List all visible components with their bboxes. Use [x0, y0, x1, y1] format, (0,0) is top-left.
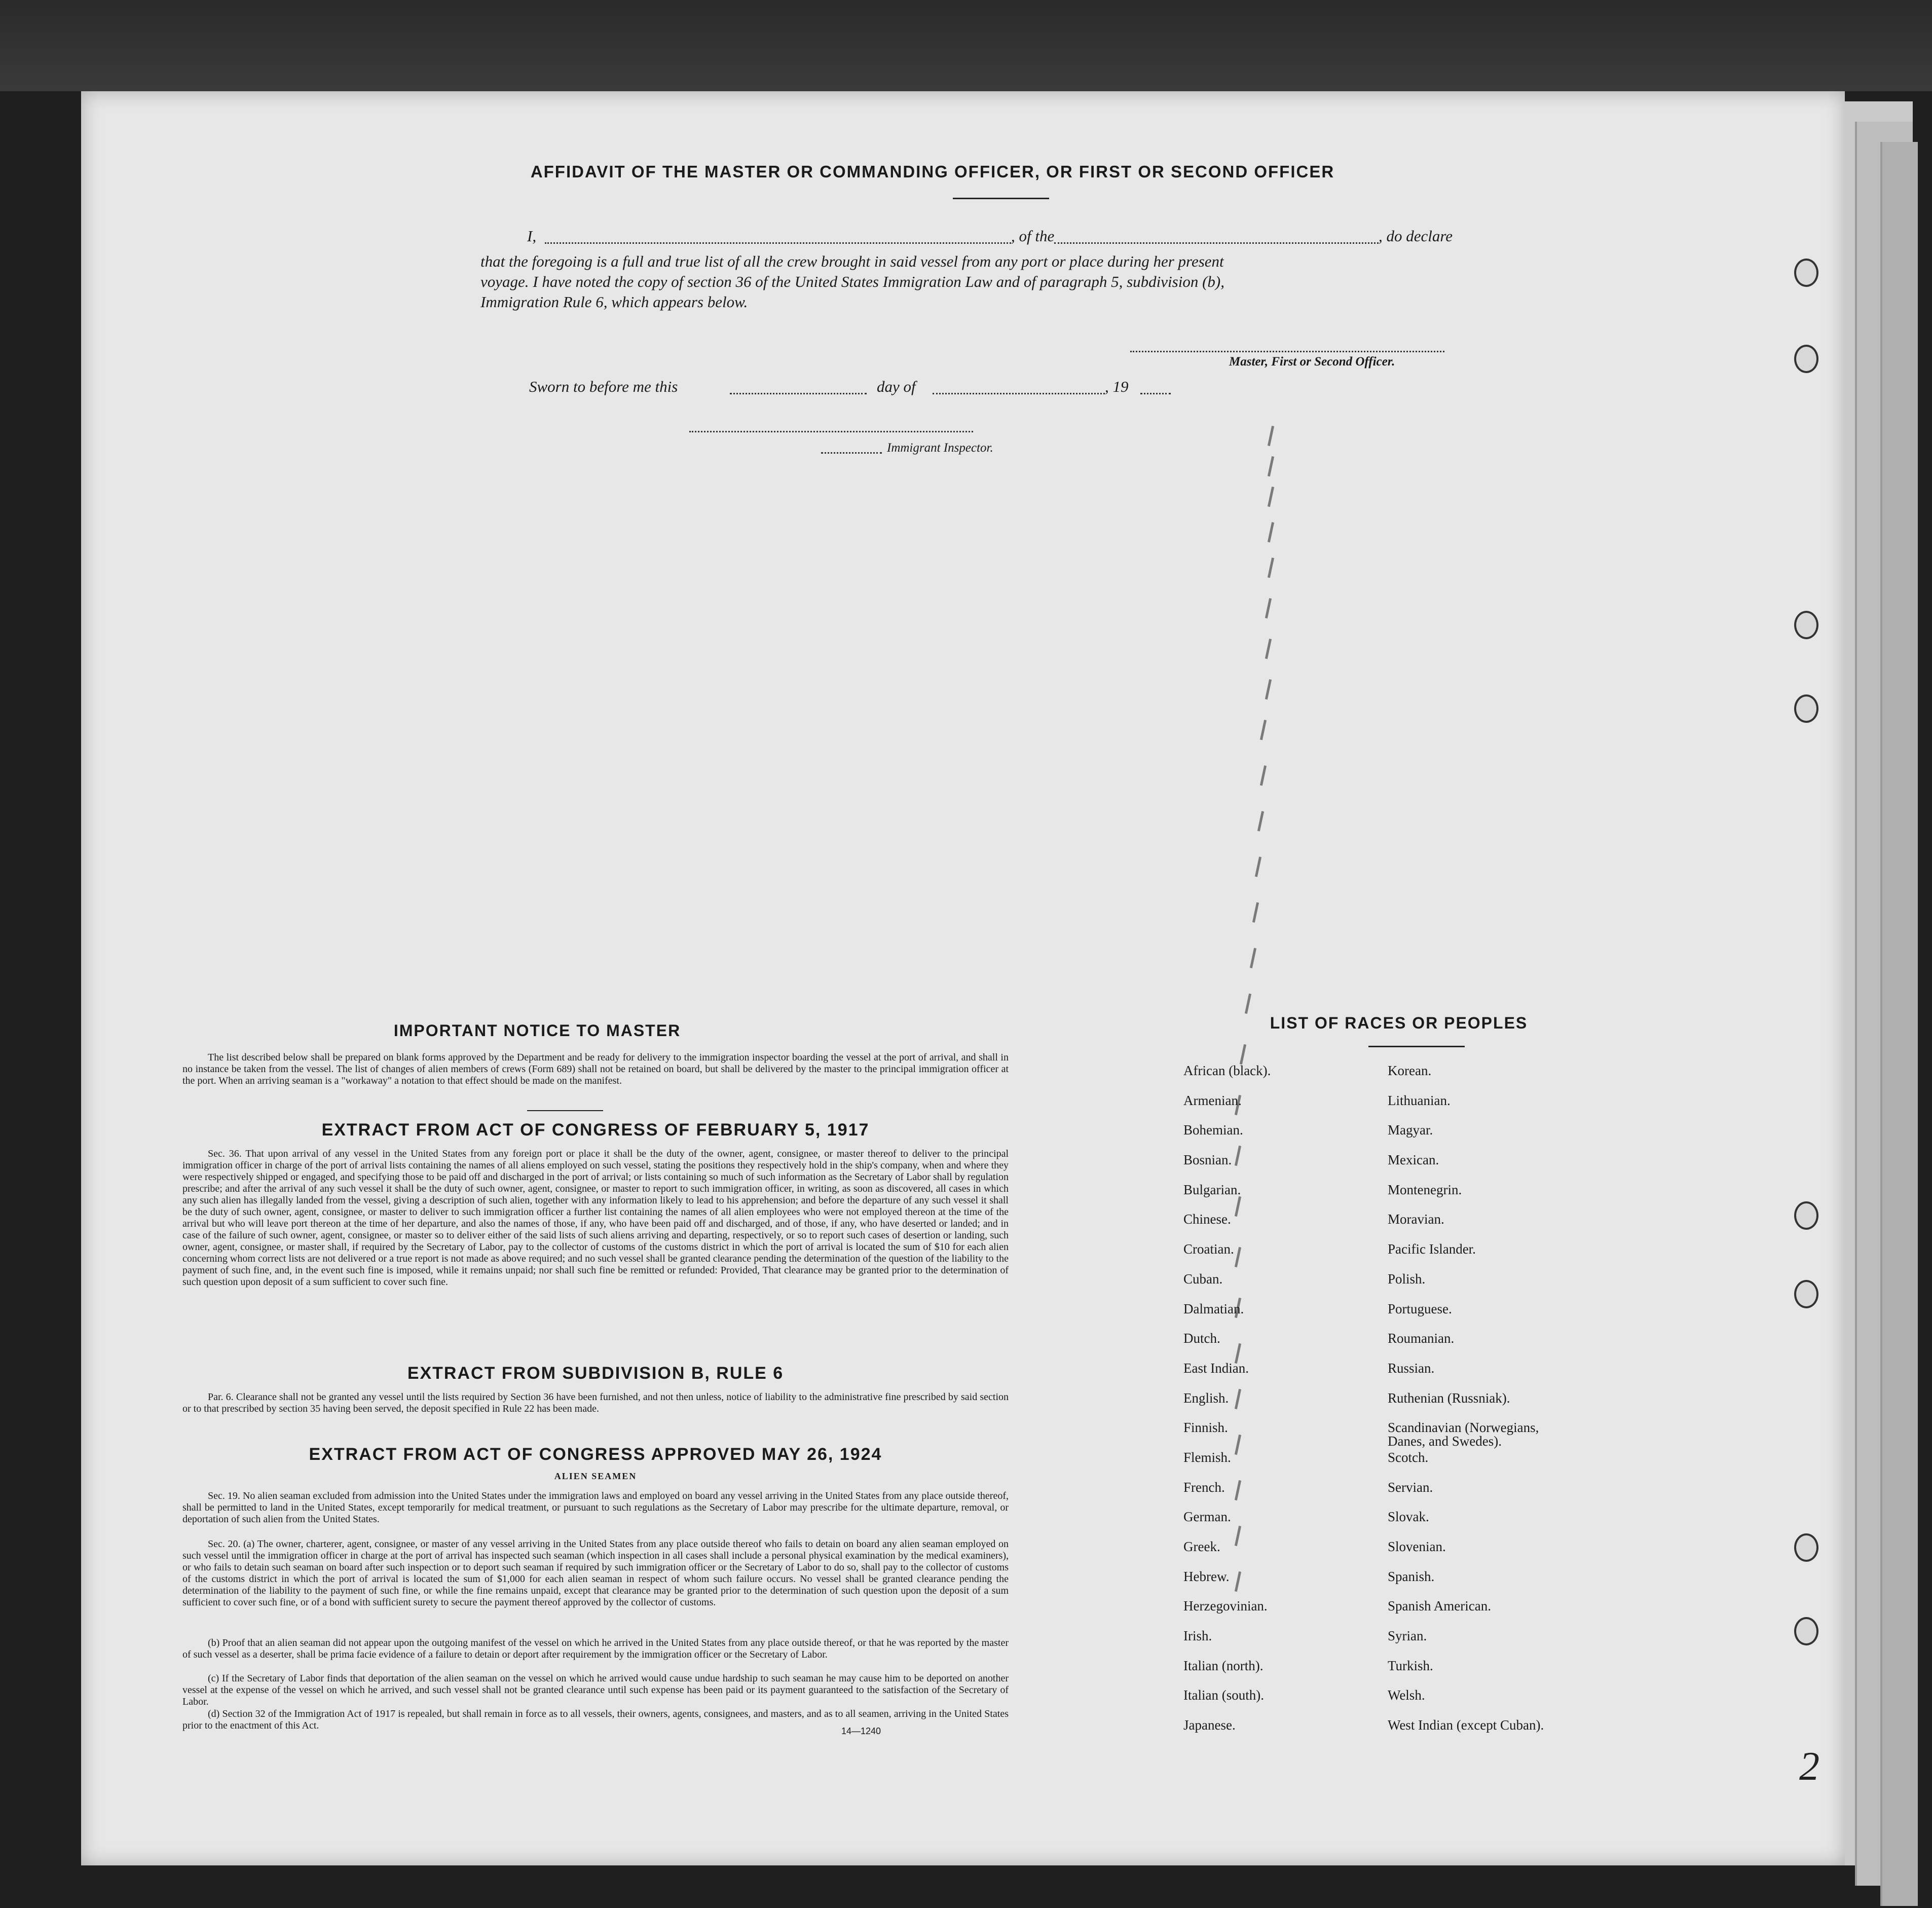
race-item: Scandinavian (Norwegians, Danes, and Swedes).: [1388, 1420, 1539, 1449]
race-item: East Indian.: [1183, 1360, 1249, 1376]
race-item: Bulgarian.: [1183, 1182, 1241, 1197]
affidavit-of-the: , of the: [1011, 227, 1055, 245]
race-item: Russian.: [1388, 1360, 1435, 1376]
handwritten-tick: [1250, 948, 1256, 968]
extract-1917-text: Sec. 36. That upon arrival of any vessel in the United States from any foreign port or place it shall be the duty of the owner, agent, consignee, or master thereof to deliver to the principal immigration officer in charge of the port of arrival lists containing the names of all aliens employed on such vessel, stating the positions they respectively hold in the ship's company, when and where they were respectively shipped or engaged, and specifying those to be paid off and discharged in the port of arrival; or lists containing so much of such information as the Secretary of Labor shall by regulation prescribe; and after the arrival of any such vessel it shall be the duty of such owner, agent, consignee, or master to report to such immigration officer, in writing, as soon as discovered, all cases in which any such alien has illegally landed from the vessel, giving a description of such alien, together with any information likely to lead to his apprehension; and before the departure of any such vessel it shall be the duty of such owner, agent, consignee, or master to deliver to such immigration officer a further list containing the names of all alien employees who were not employed thereon at the time of the arrival but who will leave port thereon at the time of her departure, and also the names of those, if any, who have been paid off and discharged, and of those, if any, who have deserted or landed; and in case of the failure of such owner, agent, consignee, or master so to deliver either of the said lists of such aliens arriving and departing, respectively, or so to report such cases of desertion or landing, such owner, agent, consignee, or master shall, if required by the Secretary of Labor, pay to the collector of customs of the customs district in which the port of arrival is located the sum of $10 for each alien concerning whom correct lists are not delivered or a true report is not made as above required; and no such vessel shall be granted clearance pending the determination of the question of the liability to the payment of such fine, and, in the event such fine is imposed, while it remains unpaid; nor shall such fine be remitted or refunded: Provided, That clearance may be granted prior to the determination of such question upon deposit of a sum sufficient to cover such fine.: [182, 1148, 1009, 1288]
rule6-text: Par. 6. Clearance shall not be granted any vessel until the lists required by Section 36 have been furnished, and not then unless, notice of liability to the administrative fine prescribed by said section or to that prescribed by section 35 having been served, the deposit specified in Rule 22 has been made.: [182, 1391, 1009, 1414]
day-of-label: day of: [877, 378, 916, 395]
sec20a-text: Sec. 20. (a) The owner, charterer, agent, consignee, or master of any vessel arriving in the United States from any place outside thereof who fails to detain on board any alien seaman employed on such vessel until the immigration officer in charge at the port of arrival has inspected such seaman (which inspection in all cases shall include a personal physical examination by the medical examiners), or who fails to detain such seaman on board after such inspection or to deport such seaman if required by such immigration officer or the Secretary of Labor to do so, shall pay to the collector of customs of the customs district in which the port of arrival is located the sum of $1,000 for each alien seaman in respect of whom such failure occurs. No vessel shall be granted clearance pending the determination of the liability to the payment of such fine, or while the fine remains unpaid, except that clearance may be granted prior to the determination of such question upon the deposit of a sum sufficient to cover such fine, or of a bond with sufficient surety to secure the payment thereof approved by the collector of customs.: [182, 1538, 1009, 1608]
affidavit-i-label: I,: [527, 227, 537, 245]
title-rule: [953, 198, 1049, 199]
handwritten-tick: [1265, 679, 1272, 700]
handwritten-tick: [1265, 598, 1272, 618]
race-item: Greek.: [1183, 1539, 1220, 1554]
race-item: Lithuanian.: [1388, 1092, 1451, 1108]
race-item: Herzegovinian.: [1183, 1598, 1268, 1614]
notice-text: The list described below shall be prepared on blank forms approved by the Department and be ready for delivery to the immigration inspector boarding the vessel at the port of arrival, and shall in no instance be taken from the vessel. The list of changes of alien members of crews (Form 689) shall not be retained on board, but shall be delivered by the master to the principal immigration officer at the port. When an arriving seaman is a "workaway" a notation to that effect should be made on the manifest.: [182, 1052, 1009, 1086]
race-item: Armenian.: [1183, 1092, 1242, 1108]
races-column-2: [1388, 1062, 1611, 1746]
binder-hole: [1794, 694, 1818, 723]
handwritten-tick: [1257, 811, 1264, 831]
race-item: Servian.: [1388, 1479, 1433, 1495]
inspector-signature-line[interactable]: [689, 431, 973, 432]
extract-1924-subtitle: ALIEN SEAMEN: [554, 1471, 637, 1481]
handwritten-tick: [1268, 487, 1274, 507]
race-item: Pacific Islander.: [1388, 1241, 1476, 1257]
handwritten-tick: [1268, 558, 1274, 578]
race-item: Korean.: [1388, 1063, 1432, 1078]
extract-1917-title: EXTRACT FROM ACT OF CONGRESS OF FEBRUARY 5, 1917: [321, 1120, 870, 1140]
affidavit-title: AFFIDAVIT OF THE MASTER OR COMMANDING OFFICER, OR FIRST OR SECOND OFFICER: [530, 162, 1335, 181]
race-item: Dalmatian.: [1183, 1301, 1244, 1316]
binder-hole: [1794, 345, 1818, 373]
race-item: Welsh.: [1388, 1687, 1425, 1703]
rule6-title: EXTRACT FROM SUBDIVISION B, RULE 6: [407, 1364, 784, 1383]
race-item: Bosnian.: [1183, 1152, 1232, 1168]
document-page: [81, 91, 1845, 1865]
race-item: West Indian (except Cuban).: [1388, 1717, 1544, 1733]
binder-hole: [1794, 259, 1818, 287]
sec20c-text: (c) If the Secretary of Labor finds that deportation of the alien seaman on the vessel on which he arrived would cause undue hardship to such seaman he may cause him to be deported on another vessel at the expense of the vessel on which he arrived, and such vessel shall not be granted clearance until such expense has been paid or its payment guaranteed to the satisfaction of the Secretary of Labor.: [182, 1673, 1009, 1707]
race-item: Syrian.: [1388, 1628, 1427, 1644]
race-item: Irish.: [1183, 1628, 1212, 1644]
inspector-label: Immigrant Inspector.: [887, 441, 993, 455]
signature-label: Master, First or Second Officer.: [1229, 355, 1395, 369]
section-rule: [527, 1110, 603, 1111]
handwritten-tick: [1260, 720, 1267, 740]
races-column-1: [1183, 1062, 1376, 1746]
races-title-rule: [1368, 1046, 1465, 1047]
binder-hole: [1794, 611, 1818, 639]
race-item: Japanese.: [1183, 1717, 1236, 1733]
handwritten-tick: [1268, 426, 1274, 446]
race-item: English.: [1183, 1390, 1229, 1406]
race-item: Mexican.: [1388, 1152, 1439, 1168]
handwritten-tick: [1245, 994, 1251, 1014]
notice-title: IMPORTANT NOTICE TO MASTER: [393, 1021, 681, 1040]
race-item: Portuguese.: [1388, 1301, 1452, 1316]
race-item: Roumanian.: [1388, 1331, 1455, 1346]
vessel-name-field[interactable]: [1054, 242, 1379, 244]
binder-hole: [1794, 1617, 1818, 1645]
race-item: African (black).: [1183, 1063, 1271, 1078]
race-item: Spanish.: [1388, 1568, 1435, 1584]
declarant-name-field[interactable]: [545, 242, 1011, 244]
race-item: Turkish.: [1388, 1658, 1433, 1673]
race-item: Hebrew.: [1183, 1568, 1230, 1584]
sworn-month-field[interactable]: [933, 393, 1105, 394]
race-item: Dutch.: [1183, 1331, 1220, 1346]
race-item: Scotch.: [1388, 1449, 1429, 1465]
handwritten-tick: [1268, 522, 1274, 542]
race-item: Italian (south).: [1183, 1687, 1264, 1703]
handwritten-tick: [1252, 902, 1259, 923]
affidavit-do-declare: , do declare: [1379, 227, 1453, 245]
extract-1924-title: EXTRACT FROM ACT OF CONGRESS APPROVED MAY 26, 1924: [309, 1445, 882, 1464]
race-item: German.: [1183, 1509, 1231, 1525]
sec19-text: Sec. 19. No alien seaman excluded from admission into the United States under the immigration laws and employed on board any vessel arriving in the United States from any place outside thereof, shall be permitted to land in the United States, except temporarily for medical treatment, or pursuant to such regulations as the Secretary of Labor may prescribe for the ultimate departure, removal, or deportation of such alien from the United States.: [182, 1490, 1009, 1525]
race-item: Montenegrin.: [1388, 1182, 1462, 1197]
race-item: Croatian.: [1183, 1241, 1234, 1257]
binder-hole: [1794, 1201, 1818, 1230]
race-item: Italian (north).: [1183, 1658, 1264, 1673]
sec20d-text: (d) Section 32 of the Immigration Act of 1917 is repealed, but shall remain in force as to all vessels, their owners, agents, consignees, and masters, and as to all seamen, arriving in the United States prior to the enactment of this Act.: [182, 1708, 1009, 1731]
race-item: Spanish American.: [1388, 1598, 1491, 1614]
sworn-label: Sworn to before me this: [529, 378, 678, 395]
sec20b-text: (b) Proof that an alien seaman did not appear upon the outgoing manifest of the vessel on which he arrived in the United States from any place outside thereof, or that he was reported by the master of such vessel as a deserter, shall be prima facie evidence of a failure to detain or deport after requirement by the immigration officer or the Secretary of Labor.: [182, 1637, 1009, 1660]
race-item: French.: [1183, 1479, 1225, 1495]
race-item: Slovenian.: [1388, 1539, 1446, 1554]
sworn-year-field[interactable]: [1140, 393, 1171, 394]
signature-line[interactable]: [1130, 351, 1444, 352]
race-item: Cuban.: [1183, 1271, 1223, 1287]
affidavit-line: Immigration Rule 6, which appears below.: [480, 293, 748, 311]
race-item: Bohemian.: [1183, 1122, 1243, 1138]
inspector-signature-line[interactable]: [821, 452, 882, 454]
handwritten-page-number: 2: [1799, 1744, 1819, 1789]
race-item: Finnish.: [1183, 1420, 1228, 1436]
race-item: Slovak.: [1388, 1509, 1429, 1525]
race-item: Moravian.: [1388, 1212, 1444, 1227]
race-item: Chinese.: [1183, 1212, 1231, 1227]
underlying-sheet: [1880, 142, 1918, 1906]
race-item: Ruthenian (Russniak).: [1388, 1390, 1510, 1406]
handwritten-tick: [1255, 857, 1261, 877]
form-number: 14—1240: [841, 1726, 881, 1736]
race-item: Polish.: [1388, 1271, 1426, 1287]
races-title: LIST OF RACES OR PEOPLES: [1270, 1014, 1528, 1032]
binder-hole: [1794, 1280, 1818, 1308]
year-label: , 19: [1105, 378, 1129, 395]
affidavit-line: that the foregoing is a full and true list of all the crew brought in said vessel from any port or place during her present: [480, 252, 1224, 270]
handwritten-tick: [1260, 765, 1267, 786]
binder-hole: [1794, 1533, 1818, 1562]
race-item: Flemish.: [1183, 1449, 1231, 1465]
race-item: Magyar.: [1388, 1122, 1433, 1138]
sworn-day-field[interactable]: [730, 393, 867, 394]
handwritten-tick: [1265, 639, 1272, 659]
scan-background: [0, 0, 1932, 91]
handwritten-tick: [1268, 456, 1274, 476]
affidavit-line: voyage. I have noted the copy of section 36 of the United States Immigration Law and of paragraph 5, subdivision (b),: [480, 273, 1224, 290]
